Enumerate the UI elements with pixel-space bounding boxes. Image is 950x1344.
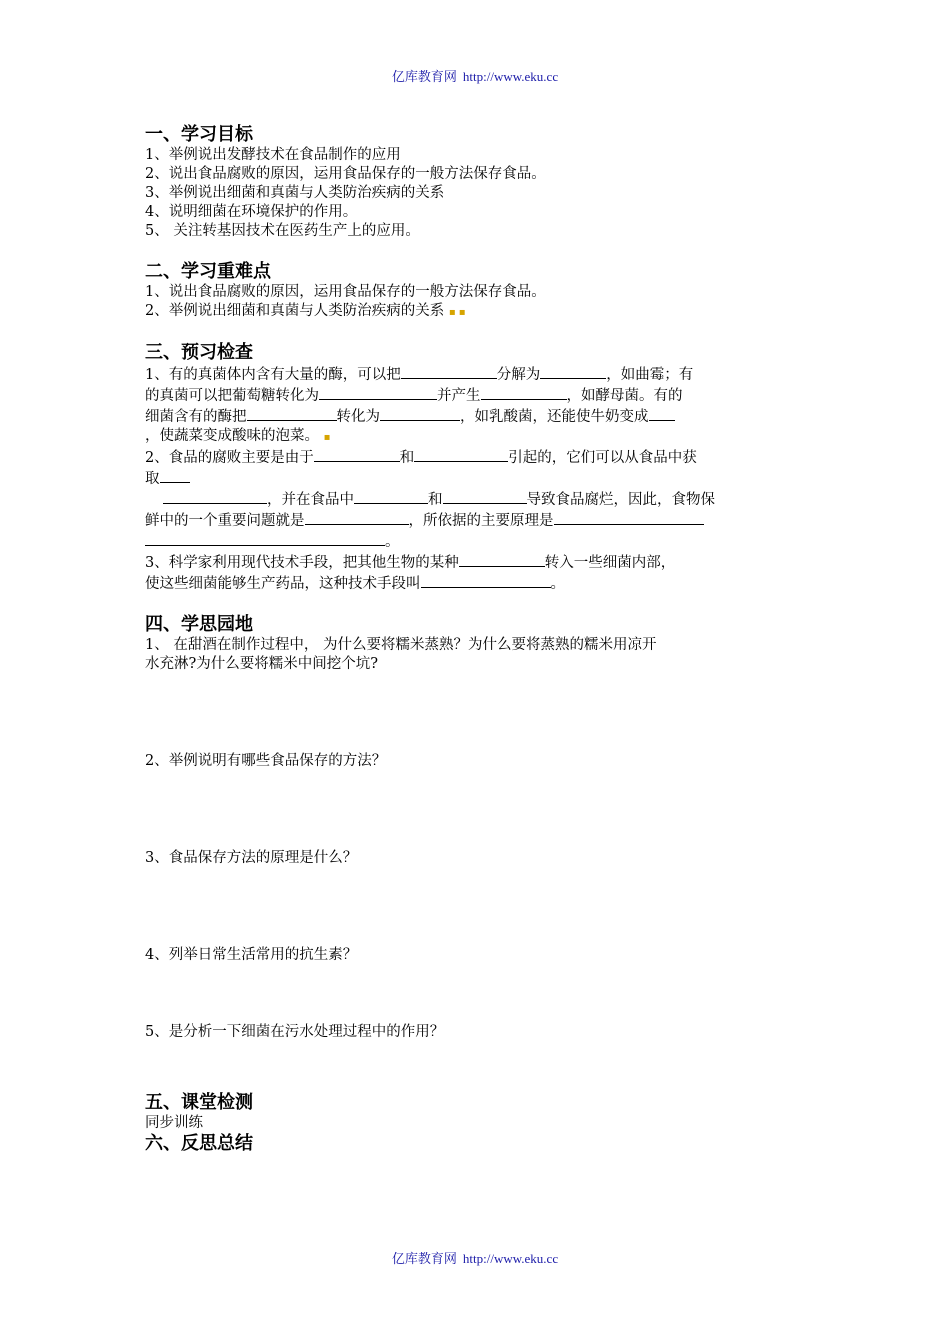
q1-blank-1[interactable] [401, 364, 497, 379]
q2-text-c: 引起的，它们可以从食品中获 [508, 450, 697, 466]
q1-line-4 [145, 427, 807, 447]
s4-question-5: 5、是分析一下细菌在污水处理过程中的作用？ [145, 1024, 445, 1040]
marker-dot: ▪ [323, 432, 331, 443]
q2-blank-9[interactable] [145, 531, 385, 546]
s2-item-2 [145, 302, 807, 322]
section-2-title: 二、学习重难点 [145, 261, 271, 282]
q2-blank-3[interactable] [160, 468, 190, 483]
q2-line-3 [145, 489, 807, 510]
q1-blank-3[interactable] [319, 385, 437, 400]
q1-text-c: ，如曲霉；有 [606, 367, 694, 383]
q1-text-e: 并产生 [437, 388, 481, 404]
page-footer [0, 1248, 950, 1267]
s1-item-1: 1、举例说出发酵技术在食品制作的应用 [145, 147, 401, 163]
q1-blank-5[interactable] [247, 406, 337, 421]
s4-question-3: 3、食品保存方法的原理是什么？ [145, 850, 358, 866]
q3-text-b: 转入一些细菌内部， [544, 555, 676, 571]
section-1-title: 一、学习目标 [145, 124, 253, 145]
q1-text-i: ，如乳酸菌，还能使牛奶变成 [460, 409, 649, 425]
marker-dot: ▪ ▪ [448, 307, 466, 318]
q1-line-2 [145, 385, 807, 406]
q2-blank-7[interactable] [305, 510, 409, 525]
q3-text-c: 使这些细菌能够生产药品，这种技术手段叫 [145, 576, 421, 592]
q2-blank-6[interactable] [443, 489, 527, 504]
page-header [0, 66, 950, 85]
q1-text-h: 转化为 [336, 409, 380, 425]
q1-line-3 [145, 406, 807, 427]
q1-blank-2[interactable] [540, 364, 606, 379]
q2-blank-4[interactable] [163, 489, 267, 504]
q2-text-g: 导致食品腐烂，因此，食物保 [526, 492, 715, 508]
q2-text-j: 。 [385, 534, 400, 550]
footer-site-name: 亿库教育网 [391, 1251, 457, 1266]
q1-line-1 [145, 364, 807, 385]
q1-text-g: 细菌含有的酶把 [145, 409, 247, 425]
q3-text-a: 3、科学家利用现代技术手段，把其他生物的某种 [145, 555, 459, 571]
q1-text-a: 1、有的真菌体内含有大量的酶，可以把 [145, 367, 401, 383]
q2-text-i: ，所依据的主要原理是 [408, 513, 554, 529]
header-url-link[interactable]: http://www.eku.cc [462, 69, 559, 84]
q2-line-4 [145, 510, 807, 531]
q3-line-2 [145, 573, 807, 594]
q2-text-b: 和 [399, 450, 415, 466]
s4-question-2: 2、举例说明有哪些食品保存的方法？ [145, 753, 387, 769]
s4-question-1b: 水充淋?为什么要将糯米中间挖个坑? [145, 656, 379, 672]
q2-blank-5[interactable] [354, 489, 428, 504]
q3-line-1 [145, 552, 807, 573]
q1-text-b: 分解为 [496, 367, 541, 383]
s4-question-1a: 1、 在甜酒在制作过程中， 为什么要将糯米蒸熟？为什么要将蒸熟的糯米用凉开 [145, 637, 657, 653]
q2-text-e: ，并在食品中 [267, 492, 354, 508]
q2-line-2 [145, 468, 807, 489]
section-4-title: 四、学思园地 [145, 614, 253, 635]
s1-item-4: 4、说明细菌在环境保护的作用。 [145, 204, 358, 220]
q2-text-f: 和 [428, 492, 443, 508]
q3-text-d: 。 [550, 576, 565, 592]
section-5-title: 五、课堂检测 [145, 1092, 253, 1113]
q1-blank-7[interactable] [649, 406, 675, 421]
s1-item-2: 2、说出食品腐败的原因，运用食品保存的一般方法保存食品。 [145, 166, 546, 182]
s4-question-4: 4、列举日常生活常用的抗生素？ [145, 947, 358, 963]
q2-text-a: 2、食品的腐败主要是由于 [145, 450, 314, 466]
q3-blank-1[interactable] [459, 552, 545, 567]
q2-line-1 [145, 447, 807, 468]
s1-item-5: 5、 关注转基因技术在医药生产上的应用。 [145, 223, 420, 239]
section-6-title: 六、反思总结 [145, 1133, 253, 1154]
section-3-title: 三、预习检查 [145, 342, 253, 363]
q1-blank-4[interactable] [481, 385, 567, 400]
q3-blank-2[interactable] [421, 573, 551, 588]
q2-blank-2[interactable] [414, 447, 508, 462]
footer-url-link[interactable]: http://www.eku.cc [462, 1251, 559, 1266]
q2-text-d: 取 [145, 471, 160, 487]
q1-text-f: ，如酵母菌。有的 [566, 388, 683, 404]
q2-blank-8[interactable] [554, 510, 704, 525]
s5-body: 同步训练 [145, 1115, 203, 1131]
worksheet-content [145, 124, 807, 1155]
q2-line-5 [145, 531, 807, 552]
q2-text-h: 鲜中的一个重要问题就是 [145, 513, 305, 529]
header-site-name: 亿库教育网 [391, 69, 457, 84]
s2-item-1: 1、说出食品腐败的原因，运用食品保存的一般方法保存食品。 [145, 284, 546, 300]
q1-blank-6[interactable] [380, 406, 460, 421]
q1-text-d: 的真菌可以把葡萄糖转化为 [145, 388, 319, 404]
q2-blank-1[interactable] [314, 447, 400, 462]
s2-item-2-text: 2、举例说出细菌和真菌与人类防治疾病的关系 [145, 303, 445, 319]
q1-text-j: ，使蔬菜变成酸味的泡菜。 [145, 428, 319, 444]
s1-item-3: 3、举例说出细菌和真菌与人类防治疾病的关系 [145, 185, 445, 201]
